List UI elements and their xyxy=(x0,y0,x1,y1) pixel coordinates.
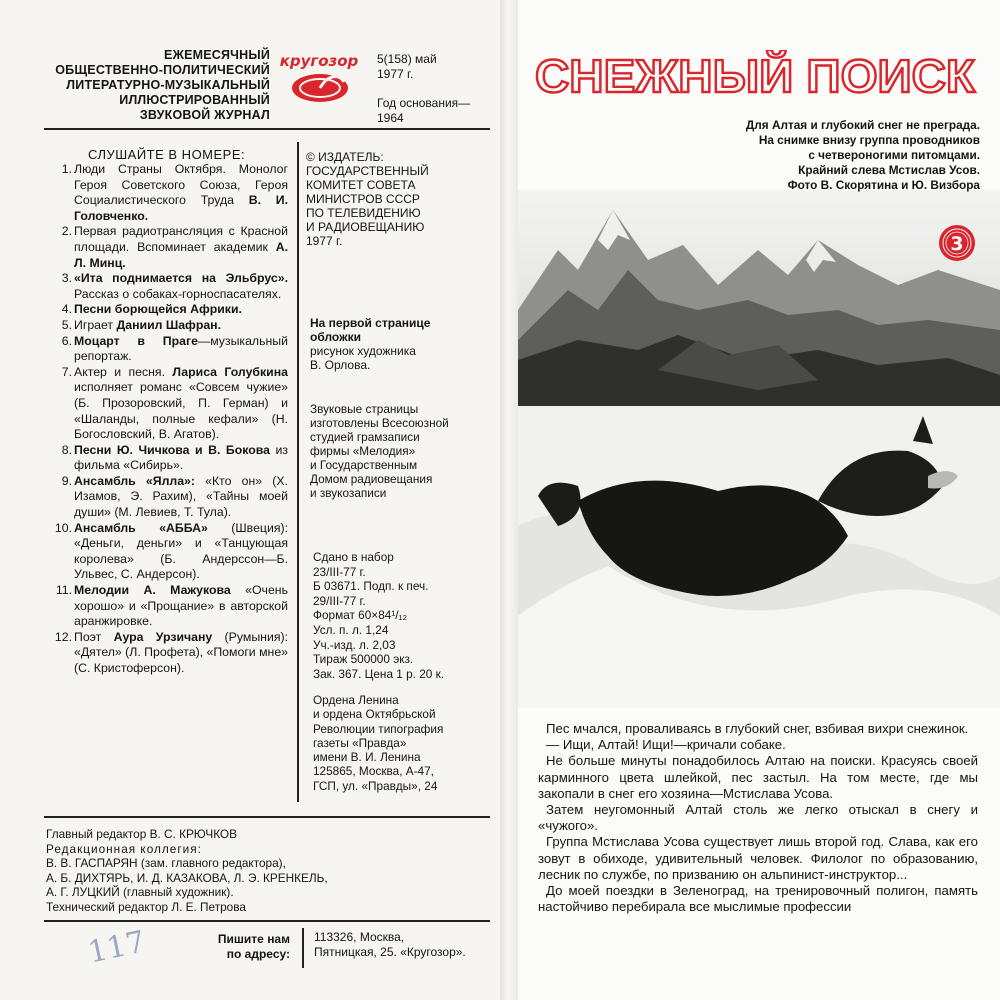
sound-pages-line: Звуковые страницы xyxy=(310,402,419,416)
print-line: Уч.-изд. л. 2,03 xyxy=(313,637,396,652)
contents-item-number: 3. xyxy=(61,271,72,286)
masthead-line: ЛИТЕРАТУРНО-МУЗЫКАЛЬНЫЙ xyxy=(66,78,270,92)
print-line: Тираж 500000 экз. xyxy=(313,652,414,667)
sound-pages-line: изготовлены Всесоюзной xyxy=(310,416,449,430)
publisher-line: КОМИТЕТ СОВЕТА xyxy=(306,178,416,192)
contents-item xyxy=(50,271,288,302)
caption-line: На снимке внизу группа проводников xyxy=(758,133,980,147)
contents-item-text: «Ита поднимается на Эльбрус». Рассказ о собаках-горноспасателях. xyxy=(74,271,288,301)
editor-line: Редакционная коллегия: xyxy=(46,841,202,856)
print-line: Усл. п. л. 1,24 xyxy=(313,622,389,637)
divider xyxy=(297,142,299,802)
contents-item-number: 4. xyxy=(61,302,72,317)
divider xyxy=(302,928,304,968)
print-line: Сдано в набор xyxy=(313,550,394,564)
contents-item-text: Актер и песня. Лариса Голубкина исполняет романс «Совсем чужие» (Б. Прозоровский, П. Герман) и «Шаланды, полные кефали» (Н. Богословский, В. Агатов). xyxy=(74,364,288,442)
divider xyxy=(44,128,490,130)
contents-list xyxy=(50,162,288,677)
divider xyxy=(44,920,490,922)
publisher-line: И РАДИОВЕЩАНИЮ xyxy=(306,220,425,234)
article-title-text: СНЕЖНЫЙ ПОИСК xyxy=(535,50,976,100)
print-line: Формат 60×84¹/₁₂ xyxy=(313,608,408,623)
contents-item-text: Моцарт в Праге—музыкальный репортаж. xyxy=(74,333,288,364)
caption-line: Для Алтая и глубокий снег не преграда. xyxy=(745,118,980,132)
print-line: Зак. 367. Цена 1 р. 20 к. xyxy=(313,666,445,681)
editor-line: А. Б. ДИХТЯРЬ, И. Д. КАЗАКОВА, Л. Э. КРЕНКЕЛЬ, xyxy=(46,870,328,885)
cover-note-line: рисунок художника xyxy=(310,344,416,358)
contents-item xyxy=(50,630,288,677)
print-line: Б 03671. Подп. к печ. xyxy=(313,579,429,594)
divider xyxy=(44,816,490,818)
masthead-line: ЕЖЕМЕСЯЧНЫЙ xyxy=(164,48,270,62)
founded-label: Год основания— xyxy=(377,96,471,110)
editor-line: А. Г. ЛУЦКИЙ (главный художник). xyxy=(46,885,234,899)
address-label-line: Пишите нам xyxy=(217,932,290,946)
sound-pages-line: и Государственным xyxy=(310,458,418,472)
sound-pages-note xyxy=(310,402,490,500)
contents-item xyxy=(50,474,288,521)
logo-text: кругозор xyxy=(280,52,358,70)
masthead-line: ИЛЛЮСТРИРОВАННЫЙ xyxy=(119,93,270,107)
contents-item-text: Песни борющейся Африки. xyxy=(74,302,242,317)
krugozor-logo xyxy=(280,44,358,108)
contents-item-text: Люди Страны Октября. Монолог Героя Советского Союза, Героя Социалистического Труда В. И. Головченко. xyxy=(74,162,289,223)
page-number-stamp: 117 xyxy=(84,924,149,971)
contents-item-text: Поэт Аура Урзичану (Румыния): «Дятел» (Л. Профета), «Помоги мне» (С. Кристоферсон). xyxy=(74,629,289,675)
contents-item xyxy=(50,318,288,334)
founded-info xyxy=(377,96,487,126)
cover-note-title: обложки xyxy=(310,330,361,344)
editor-line: В. В. ГАСПАРЯН (зам. главного редактора), xyxy=(46,856,286,870)
contents-item-number: 8. xyxy=(61,442,72,457)
publisher-line: ГОСУДАРСТВЕННЫЙ xyxy=(306,164,429,178)
caption-line: Крайний слева Мстислав Усов. xyxy=(798,163,980,177)
issue-year: 1977 г. xyxy=(377,67,414,81)
typography-line: Ордена Ленина xyxy=(313,693,399,707)
publisher-line: МИНИСТРОВ СССР xyxy=(306,192,420,206)
caption-line: Фото В. Скорятина и Ю. Визбора xyxy=(787,178,980,192)
contents-item-text: Мелодии А. Мажукова «Очень хорошо» и «Прощание» в авторской аранжировке. xyxy=(74,583,289,629)
print-info xyxy=(313,550,493,681)
photo-caption xyxy=(560,118,980,193)
dog-in-snow-photo xyxy=(518,406,1000,708)
contents-item-number: 7. xyxy=(61,364,72,379)
caption-line: с четвероногими питомцами. xyxy=(808,148,980,162)
sound-pages-line: и звукозаписи xyxy=(310,486,387,500)
cover-note-line: В. Орлова. xyxy=(310,358,371,372)
contents-item-text: Ансамбль «Ялла»: «Кто он» (Х. Изамов, Э. Рахим), «Тайны моей души» (М. Левиев, Т. Тула). xyxy=(74,473,288,520)
publisher-block xyxy=(306,150,486,248)
article-paragraph: Группа Мстислава Усова существует лишь второй год. Слава, как его зовут в обиходе, удивительный человек. Филолог по образованию, лесник по службе, по призванию он альпинист-инструктор... xyxy=(538,834,978,882)
contents-item-number: 12. xyxy=(54,629,72,644)
contents-item xyxy=(50,224,288,271)
publisher-line: ПО ТЕЛЕВИДЕНИЮ xyxy=(306,206,421,220)
publisher-line: 1977 г. xyxy=(306,234,343,248)
article-paragraph: Затем неугомонный Алтай столь же легко отыскал в снегу и «чужого». xyxy=(538,802,978,834)
article-paragraph: До моей поездки в Зеленоград, на тренировочный полигон, память настойчиво перебирала все мыслимые профессии xyxy=(538,883,978,915)
typography-line: ГСП, ул. «Правды», 24 xyxy=(313,778,438,793)
editor-line: Технический редактор Л. Е. Петрова xyxy=(46,899,246,914)
typography-line: и ордена Октябрьской xyxy=(313,707,436,722)
founded-year: 1964 xyxy=(377,111,404,125)
masthead-line: ОБЩЕСТВЕННО-ПОЛИТИЧЕСКИЙ xyxy=(55,63,270,77)
contents-item-number: 6. xyxy=(61,333,72,348)
sound-pages-line: студией грамзаписи xyxy=(310,430,420,444)
contents-item-number: 9. xyxy=(61,473,72,488)
typography-line: газеты «Правда» xyxy=(313,735,407,750)
publisher-line: © ИЗДАТЕЛЬ: xyxy=(306,150,384,164)
article-title xyxy=(530,50,980,100)
contents-item-text: Ансамбль «АББА» (Швеция): «Деньги, деньги» и «Танцующая королева» (Б. Андерссон—Б. Ульвес, С. Андерсон). xyxy=(74,520,288,582)
address-label xyxy=(190,932,290,962)
address-line: Пятницкая, 25. «Кругозор». xyxy=(314,945,466,959)
print-line: 23/III-77 г. xyxy=(313,564,366,579)
masthead-description xyxy=(30,48,270,123)
contents-item xyxy=(50,521,288,583)
typography-line: имени В. И. Ленина xyxy=(313,750,421,765)
editorial-board xyxy=(46,827,346,914)
mountain-photo xyxy=(518,190,1000,406)
contents-item-text: Первая радиотрансляция с Красной площади. Вспоминает академик А. Л. Минц. xyxy=(74,224,288,270)
contents-item xyxy=(50,162,288,224)
contents-item xyxy=(50,443,288,474)
contents-item xyxy=(50,334,288,365)
record-number-badge xyxy=(938,224,976,262)
editor-line: Главный редактор В. С. КРЮЧКОВ xyxy=(46,827,237,841)
contents-item-number: 2. xyxy=(61,224,72,239)
sound-pages-line: фирмы «Мелодия» xyxy=(310,444,416,458)
article-paragraph: — Ищи, Алтай! Ищи!—кричали собаке. xyxy=(546,737,786,753)
badge-number: 3 xyxy=(950,233,964,255)
address xyxy=(314,930,494,960)
article-body xyxy=(538,721,978,915)
address-line: 113326, Москва, xyxy=(314,930,405,944)
article-paragraph: Не больше минуты понадобилось Алтаю на поиски. Красуясь своей карминного цвета шлейкой, пес застыл. На том месте, где мы закопали в снег его хозяина—Мстислава Усова. xyxy=(538,753,978,801)
contents-item-number: 10. xyxy=(54,520,72,535)
typography-info xyxy=(313,693,493,793)
typography-line: Революции типография xyxy=(313,721,444,736)
cover-note-title: На первой странице xyxy=(310,316,431,330)
sound-pages-line: Домом радиовещания xyxy=(310,472,433,486)
address-label-line: по адресу: xyxy=(226,947,290,961)
contents-item xyxy=(50,365,288,443)
contents-item xyxy=(50,583,288,630)
typography-line: 125865, Москва, А-47, xyxy=(313,764,434,779)
contents-item-number: 11. xyxy=(55,583,72,598)
contents-item-number: 1. xyxy=(61,162,72,176)
issue-info xyxy=(377,52,487,82)
print-line: 29/III-77 г. xyxy=(313,593,366,608)
contents-item-text: Играет Даниил Шафран. xyxy=(74,317,222,332)
contents-item-text: Песни Ю. Чичкова и В. Бокова из фильма «Сибирь». xyxy=(74,442,288,473)
page-gutter xyxy=(500,0,518,1000)
masthead-line: ЗВУКОВОЙ ЖУРНАЛ xyxy=(139,108,270,122)
article-paragraph: Пес мчался, проваливаясь в глубокий снег, взбивая вихри снежинок. xyxy=(546,721,969,736)
contents-item-number: 5. xyxy=(61,317,72,332)
cover-note xyxy=(310,316,490,372)
issue-number: 5(158) май xyxy=(377,52,437,66)
contents-item xyxy=(50,302,288,318)
contents-heading: СЛУШАЙТЕ В НОМЕРЕ: xyxy=(88,147,246,162)
